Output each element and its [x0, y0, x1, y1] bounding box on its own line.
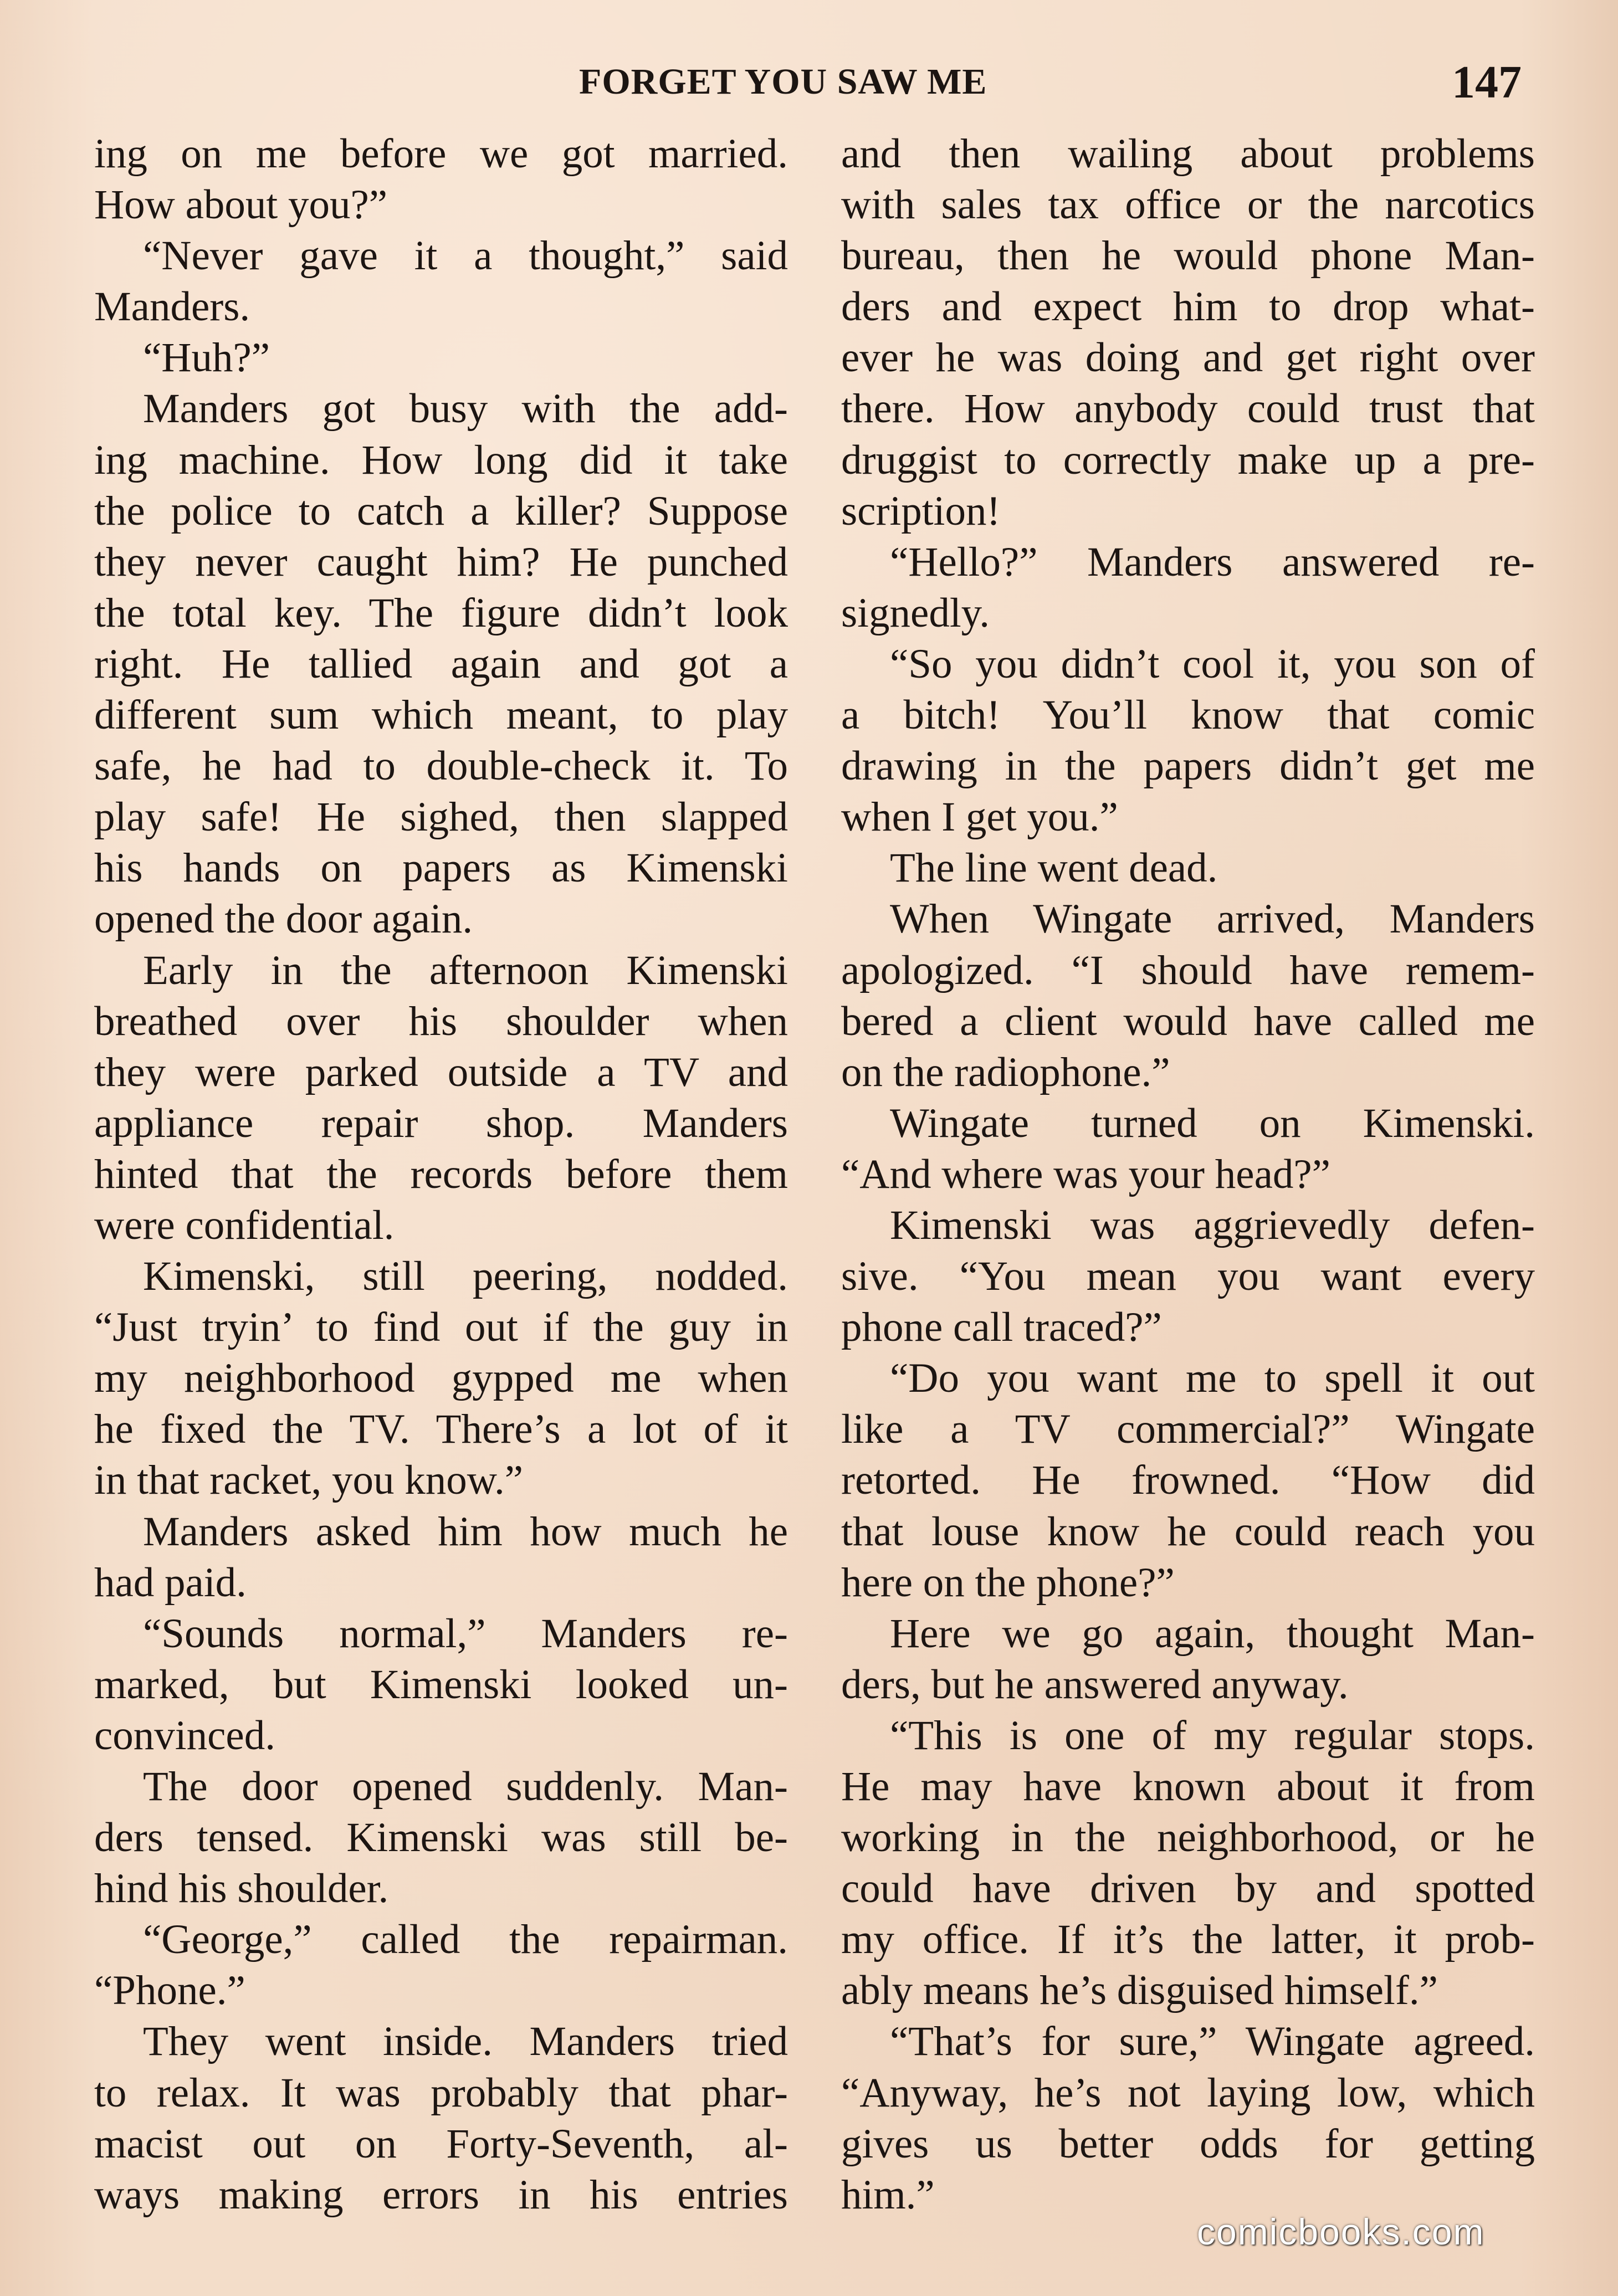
- text-line: to relax. It was probably that phar-: [94, 2069, 788, 2116]
- text-line: “Just tryin’ to find out if the guy in: [94, 1304, 788, 1351]
- text-line: signedly.: [841, 590, 990, 636]
- text-line: that louse know he could reach you: [841, 1508, 1535, 1555]
- text-line: “Anyway, he’s not laying low, which: [841, 2069, 1535, 2116]
- text-line: here on the phone?”: [841, 1559, 1175, 1606]
- text-line: scription!: [841, 488, 1001, 534]
- text-line: bered a client would have called me: [841, 998, 1535, 1044]
- page-number: 147: [1452, 57, 1522, 108]
- text-line: drawing in the papers didn’t get me: [841, 743, 1535, 790]
- text-line: appliance repair shop. Manders: [94, 1100, 788, 1146]
- text-line: like a TV commercial?” Wingate: [841, 1406, 1535, 1453]
- text-line: my neighborhood gypped me when: [94, 1355, 788, 1402]
- text-line: macist out on Forty-Seventh, al-: [94, 2120, 788, 2167]
- text-line: Wingate turned on Kimenski.: [890, 1100, 1535, 1146]
- text-line: “Phone.”: [94, 1967, 245, 2014]
- text-line: gives us better odds for getting: [841, 2120, 1535, 2167]
- text-line: “George,” called the repairman.: [143, 1916, 788, 1963]
- right-text-column: [841, 129, 1535, 2221]
- text-line: Manders.: [94, 284, 250, 330]
- text-line: sive. “You mean you want every: [841, 1253, 1535, 1300]
- text-line: “This is one of my regular stops.: [890, 1712, 1535, 1759]
- text-line: they never caught him? He punched: [94, 539, 788, 585]
- text-line: breathed over his shoulder when: [94, 998, 788, 1044]
- text-line: Manders asked him how much he: [143, 1508, 788, 1555]
- text-line: had paid.: [94, 1559, 247, 1606]
- text-line: They went inside. Manders tried: [143, 2018, 788, 2065]
- text-line: Here we go again, thought Man-: [890, 1610, 1535, 1657]
- text-line: the police to catch a killer? Suppose: [94, 488, 788, 534]
- text-line: The line went dead.: [890, 845, 1218, 891]
- text-line: Kimenski was aggrievedly defen-: [890, 1202, 1535, 1248]
- text-line: “So you didn’t cool it, you son of: [890, 640, 1535, 687]
- left-text-column: [94, 129, 788, 2221]
- text-line: “Never gave it a thought,” said: [143, 233, 788, 279]
- text-line: “Hello?” Manders answered re-: [890, 539, 1535, 585]
- text-line: “Huh?”: [143, 335, 270, 381]
- text-line: ably means he’s disguised himself.”: [841, 1967, 1438, 2014]
- text-line: hind his shoulder.: [94, 1866, 389, 1912]
- text-line: phone call traced?”: [841, 1304, 1162, 1351]
- text-line: hinted that the records before them: [94, 1151, 788, 1197]
- text-line: in that racket, you know.”: [94, 1457, 524, 1504]
- text-line: working in the neighborhood, or he: [841, 1815, 1535, 1861]
- text-line: ing machine. How long did it take: [94, 437, 788, 483]
- text-line: ders, but he answered anyway.: [841, 1661, 1349, 1708]
- text-line: his hands on papers as Kimenski: [94, 845, 788, 891]
- text-line: “Do you want me to spell it out: [890, 1355, 1535, 1402]
- text-line: right. He tallied again and got a: [94, 640, 788, 687]
- text-line: ever he was doing and get right over: [841, 335, 1535, 381]
- text-line: play safe! He sighed, then slapped: [94, 794, 788, 840]
- text-line: there. How anybody could trust that: [841, 386, 1535, 432]
- text-line: ders and expect him to drop what-: [841, 284, 1535, 330]
- text-line: opened the door again.: [94, 896, 473, 942]
- text-line: and then wailing about problems: [841, 131, 1535, 177]
- text-line: The door opened suddenly. Man-: [143, 1764, 788, 1810]
- text-line: How about you?”: [94, 182, 388, 228]
- text-line: marked, but Kimenski looked un-: [94, 1661, 788, 1708]
- text-line: ing on me before we got married.: [94, 131, 788, 177]
- text-line: ways making errors in his entries: [94, 2171, 788, 2218]
- text-line: ders tensed. Kimenski was still be-: [94, 1815, 788, 1861]
- text-line: bureau, then he would phone Man-: [841, 233, 1535, 279]
- text-line: Early in the afternoon Kimenski: [143, 947, 788, 993]
- text-line: Kimenski, still peering, nodded.: [143, 1253, 788, 1300]
- text-line: the total key. The figure didn’t look: [94, 590, 788, 636]
- running-header-title: FORGET YOU SAW ME: [579, 62, 987, 102]
- text-line: safe, he had to double-check it. To: [94, 743, 788, 790]
- text-line: “That’s for sure,” Wingate agreed.: [890, 2018, 1535, 2065]
- text-line: a bitch! You’ll know that comic: [841, 692, 1535, 739]
- text-line: with sales tax office or the narcotics: [841, 182, 1535, 228]
- text-line: retorted. He frowned. “How did: [841, 1457, 1535, 1504]
- text-line: were confidential.: [94, 1202, 395, 1248]
- text-line: Manders got busy with the add-: [143, 386, 788, 432]
- text-line: druggist to correctly make up a pre-: [841, 437, 1535, 483]
- text-line: apologized. “I should have remem-: [841, 947, 1535, 993]
- text-line: he fixed the TV. There’s a lot of it: [94, 1406, 788, 1453]
- text-line: different sum which meant, to play: [94, 692, 788, 739]
- text-line: him.”: [841, 2171, 935, 2218]
- text-line: He may have known about it from: [841, 1764, 1535, 1810]
- text-line: “And where was your head?”: [841, 1151, 1330, 1197]
- text-line: my office. If it’s the latter, it prob-: [841, 1916, 1535, 1963]
- text-line: When Wingate arrived, Manders: [890, 896, 1535, 942]
- text-line: convinced.: [94, 1712, 275, 1759]
- text-line: they were parked outside a TV and: [94, 1049, 788, 1095]
- text-line: “Sounds normal,” Manders re-: [143, 1610, 788, 1657]
- text-line: when I get you.”: [841, 794, 1118, 840]
- watermark-logo: comicbooks.com: [1197, 2211, 1485, 2252]
- text-line: on the radiophone.”: [841, 1049, 1170, 1095]
- text-line: could have driven by and spotted: [841, 1866, 1535, 1912]
